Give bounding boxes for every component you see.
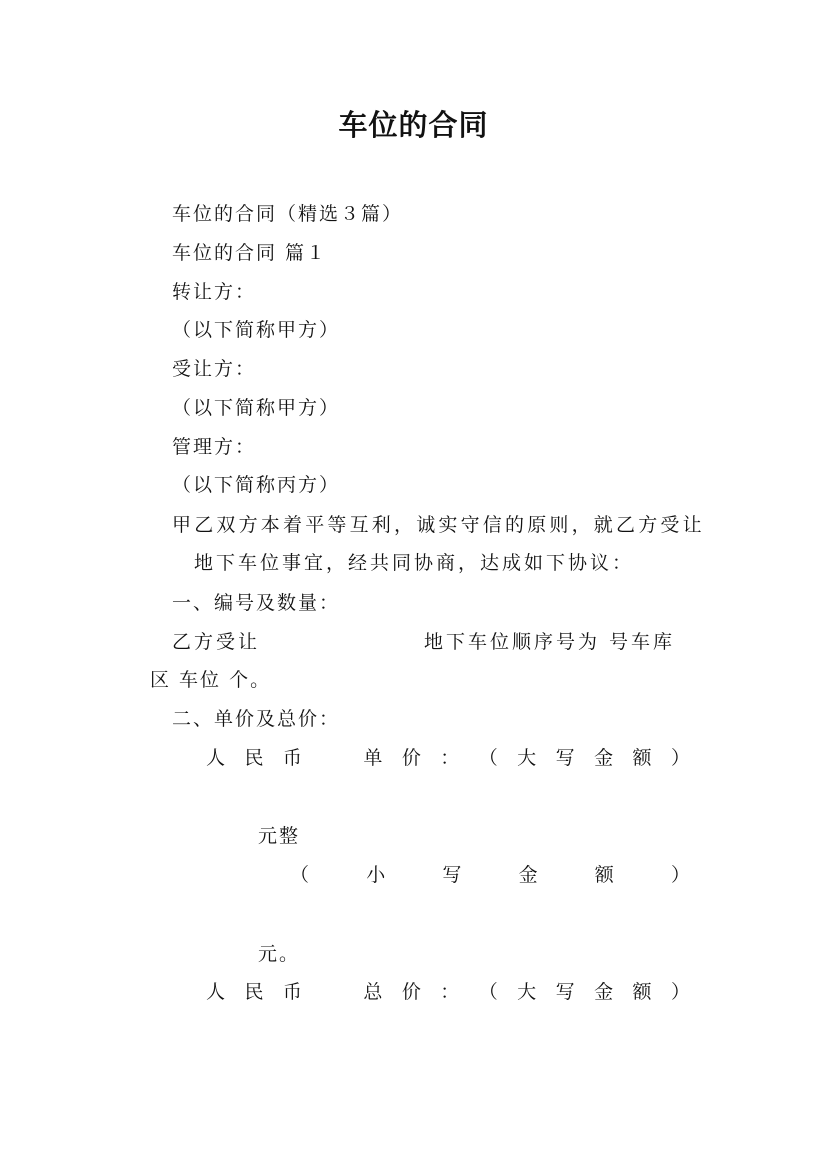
total-price-char: 价 — [401, 981, 421, 1003]
chapter-heading: 车位的合同 篇１ — [172, 242, 328, 264]
total-price-char: ） — [670, 981, 690, 1003]
unit-price-char: 大 — [517, 747, 537, 769]
total-price-char: ： — [440, 981, 460, 1003]
yuan-whole-text: 元整 — [258, 825, 301, 847]
total-price-char: 金 — [594, 981, 614, 1003]
unit-price-row — [206, 743, 690, 770]
unit-price-char: 金 — [594, 747, 614, 769]
preamble-line-2: 地下车位事宜，经共同协商，达成如下协议： — [194, 552, 635, 574]
total-price-char: 额 — [632, 981, 652, 1003]
unit-price-char: 币 — [282, 747, 302, 769]
total-price-char: 总 — [363, 981, 383, 1003]
item-1-left-text: 乙方受让 — [172, 631, 261, 653]
lower-amount-char: （ — [290, 864, 310, 886]
unit-price-char: （ — [478, 747, 498, 769]
manager-note: （以下简称丙方） — [172, 474, 341, 496]
unit-price-char: 价 — [401, 747, 421, 769]
transferee-note: （以下简称甲方） — [172, 397, 341, 419]
unit-price-char: 写 — [555, 747, 575, 769]
lower-amount-char: 写 — [442, 864, 462, 886]
yuan-period-text: 元。 — [258, 943, 301, 965]
total-price-char: 民 — [244, 981, 264, 1003]
subtitle-line: 车位的合同（精选３篇） — [172, 203, 404, 225]
item-1-continuation: 区 车位 个。 — [150, 669, 272, 691]
total-price-row — [206, 977, 690, 1004]
unit-price-char: 民 — [244, 747, 264, 769]
unit-price-char: 单 — [363, 747, 383, 769]
total-price-char: 人 — [206, 981, 226, 1003]
lower-amount-char: ） — [670, 864, 690, 886]
unit-price-char: ： — [440, 747, 460, 769]
preamble-line-1: 甲乙双方本着平等互利，诚实守信的原则，就乙方受让 — [172, 514, 705, 536]
manager-label: 管理方： — [172, 436, 257, 458]
total-price-char: 大 — [517, 981, 537, 1003]
transferor-label: 转让方： — [172, 281, 257, 303]
section-1-heading: 一、编号及数量： — [172, 592, 341, 614]
transferee-label: 受让方： — [172, 358, 257, 380]
page-title: 车位的合同 — [338, 108, 489, 142]
total-price-char: 写 — [555, 981, 575, 1003]
unit-price-char: 额 — [632, 747, 652, 769]
total-price-char: （ — [478, 981, 498, 1003]
total-price-char: 币 — [282, 981, 302, 1003]
section-2-heading: 二、单价及总价： — [172, 708, 341, 730]
lower-amount-char: 金 — [518, 864, 538, 886]
lower-amount-char: 小 — [366, 864, 386, 886]
lower-amount-row — [290, 860, 690, 887]
unit-price-char: ） — [670, 747, 690, 769]
item-1-right-text: 地下车位顺序号为 号车库 — [424, 631, 676, 653]
lower-amount-char: 额 — [594, 864, 614, 886]
unit-price-char: 人 — [206, 747, 226, 769]
transferor-note: （以下简称甲方） — [172, 319, 341, 341]
